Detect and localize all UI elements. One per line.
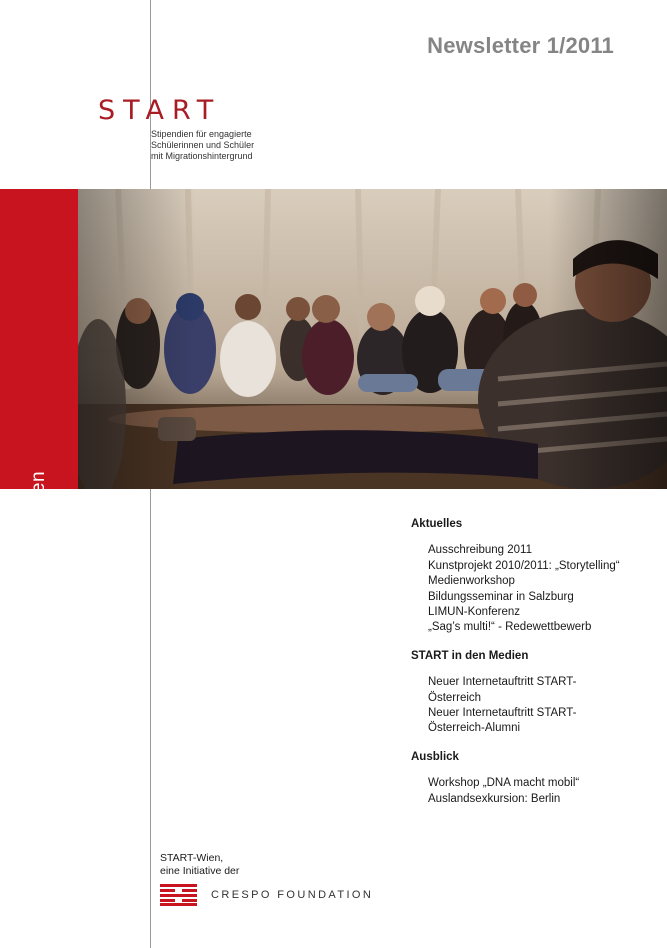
toc-heading: START in den Medien — [411, 649, 529, 662]
logo-subtitle-line: mit Migrationshintergrund — [151, 151, 253, 161]
crespo-foundation-icon — [160, 884, 197, 906]
logo-subtitle — [151, 129, 281, 162]
logo-subtitle-line: Schülerinnen und Schüler — [151, 140, 255, 150]
toc-item[interactable]: Ausschreibung 2011 — [428, 544, 532, 557]
foundation-name: CRESPO FOUNDATION — [211, 889, 374, 901]
toc-section-ausblick — [411, 750, 651, 807]
newsletter-title: Newsletter 1/2011 — [427, 33, 614, 58]
footer-line: START-Wien, — [160, 852, 224, 864]
toc-item[interactable]: Workshop „DNA macht mobil“ — [428, 777, 580, 790]
toc-item[interactable]: Auslandsexkursion: Berlin — [428, 792, 561, 805]
footer-text — [160, 852, 239, 878]
group-photo — [78, 189, 667, 489]
crespo-foundation-logo — [160, 883, 373, 907]
toc-section-aktuelles — [411, 517, 651, 636]
group-photo-image — [78, 189, 667, 489]
toc-item[interactable]: Kunstprojekt 2010/2011: „Storytelling“ — [428, 559, 620, 572]
toc-section-medien — [411, 649, 651, 737]
toc-heading: Aktuelles — [411, 518, 463, 530]
toc-heading: Ausblick — [411, 750, 459, 763]
toc-item[interactable]: Neuer Internetauftritt START-Österreich — [428, 676, 577, 704]
logo-subtitle-line: Stipendien für engagierte — [151, 129, 252, 139]
toc-item[interactable]: Bildungsseminar in Salzburg — [428, 590, 574, 603]
toc-item[interactable]: LIMUN-Konferenz — [428, 606, 521, 619]
toc-item[interactable]: Neuer Internetauftritt START-Österreich-Alumni — [428, 707, 577, 735]
table-of-contents — [411, 517, 651, 820]
toc-item[interactable]: „Sag’s multi!“ - Redewettbewerb — [428, 621, 592, 634]
side-band-label: START-Wien — [28, 470, 49, 586]
red-side-band — [0, 189, 78, 586]
footer-line: eine Initiative der — [160, 865, 240, 877]
start-logo: START — [98, 95, 222, 126]
toc-item[interactable]: Medienworkshop — [428, 575, 515, 588]
